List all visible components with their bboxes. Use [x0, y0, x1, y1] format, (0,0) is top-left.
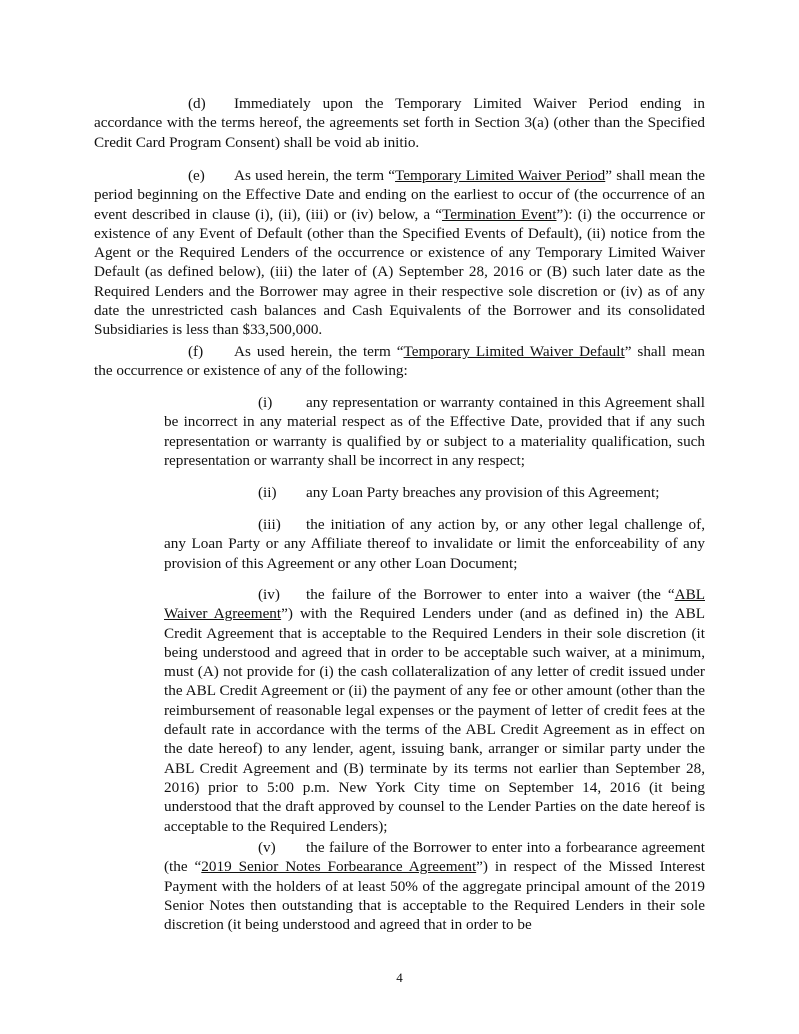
defined-term: 2019 Senior Notes Forbearance Agreement — [201, 858, 477, 876]
clause-label: (iv) — [258, 586, 280, 603]
paragraph-f — [94, 342, 705, 381]
defined-term: Termination Event — [441, 205, 557, 223]
paragraph-text: ” shall mean the occurrence or existence of any of the following: — [94, 343, 705, 380]
defined-term: Temporary Limited Waiver Default — [403, 343, 625, 360]
clause-v — [164, 838, 705, 934]
paragraph-label: (f) — [188, 343, 204, 360]
defined-term: ABL Waiver Agreement — [164, 586, 705, 623]
clause-text: the initiation of any action by, or any other legal challenge of, any Loan Party or any Affiliate thereof to invalidate or limit the enforceability of any provision of this Agreement or any other Loan Document; — [164, 516, 705, 572]
clause-text: any Loan Party breaches any provision of this Agreement; — [306, 484, 660, 501]
clause-iv — [164, 585, 705, 836]
clause-iii — [164, 515, 705, 573]
page-number: 4 — [396, 970, 403, 985]
defined-term: Temporary Limited Waiver Period — [395, 167, 606, 184]
paragraph-text: As used herein, the term “ — [234, 167, 396, 184]
clause-text: the failure of the Borrower to enter into a forbearance agreement (the “ — [164, 839, 705, 876]
paragraph-text: As used herein, the term “ — [234, 343, 404, 360]
clause-ii — [164, 483, 705, 502]
paragraph-text: Immediately upon the Temporary Limited Waiver Period ending in accordance with the terms hereof, the agreements set forth in Section 3(a) (other than the Specified Credit Card Program Consent) shall be void ab initio. — [94, 95, 705, 151]
clause-text: ”) in respect of the Missed Interest Payment with the holders of at least 50% of the aggregate principal amount of the 2019 Senior Notes then outstanding that is acceptable to the Required Lenders in their sole discretion (it being understood and agreed that in order to be — [164, 858, 706, 934]
paragraph-e — [94, 166, 705, 340]
clause-text: any representation or warranty contained in this Agreement shall be incorrect in any material respect as of the Effective Date, provided that if any such representation or warranty is qualified by or subject to a materiality qualification, such representation or warranty shall be incorrect in any respect; — [164, 394, 705, 469]
clause-label: (i) — [258, 394, 273, 411]
clause-label: (ii) — [258, 484, 277, 501]
paragraph-text: ”): (i) the occurrence or existence of any Event of Default (other than the Specified Events of Default), (ii) notice from the Agent or the Required Lenders of the occurrence or existence of any Temporary Limited Waiver Default (as defined below), (iii) the later of (A) September 28, 2016 or (B) such later date as the Required Lenders and the Borrower may agree in their respective sole discretion or (iv) as of any date the unrestricted cash balances and Cash Equivalents of the Borrower and its consolidated Subsidiaries is less than $33,500,000. — [94, 205, 705, 339]
clause-text: ”) with the Required Lenders under (and as defined in) the ABL Credit Agreement that is acceptable to the Required Lenders in their sole discretion (it being understood and agreed that in order to be acceptable such waiver, at a minimum, must (A) not provide for (i) the cash collateralization of any letter of credit issued under the ABL Credit Agreement or (ii) the payment of any fee or other amount (other than the reimbursement of reasonable legal expenses or the payment of letter of credit fees at the default rate in accordance with the terms of the ABL Credit Agreement as in effect on the date hereof) to any lender, agent, issuing bank, arranger or similar party under the ABL Credit Agreement and (B) terminate by its terms not earlier than September 28, 2016) prior to 5:00 p.m. New York City time on September 14, 2016 (it being understood that the draft approved by counsel to the Lender Parties on the date hereof is acceptable to the Required Lenders); — [164, 605, 705, 835]
paragraph-d — [94, 94, 705, 152]
paragraph-label: (d) — [188, 95, 206, 112]
clause-text: the failure of the Borrower to enter into a waiver (the “ — [306, 586, 675, 603]
paragraph-text: ” shall mean the period beginning on the Effective Date and ending on the earliest to occur of (the occurrence of an event described in clause (i), (ii), (iii) or (iv) below, a “ — [94, 167, 706, 223]
paragraph-label: (e) — [188, 167, 205, 184]
clause-label: (v) — [258, 839, 276, 856]
clause-label: (iii) — [258, 516, 281, 533]
clause-i — [164, 393, 705, 470]
